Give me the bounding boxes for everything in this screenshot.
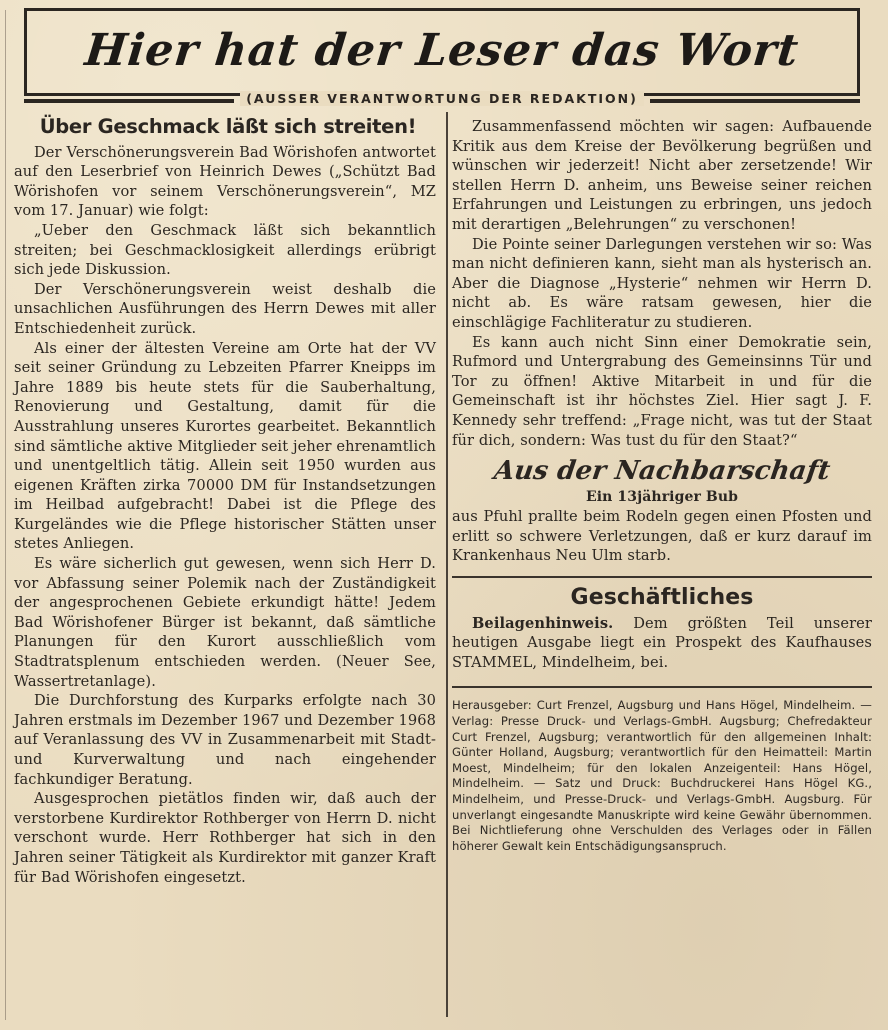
masthead-subtitle: (AUSSER VERANTWORTUNG DER REDAKTION) [240,91,644,106]
business-text: Dem größten Teil unserer heutigen Ausgabe liegt ein Prospekt des Kaufhauses STAMMEL, Mindelheim, bei. [452,614,872,671]
masthead-subtitle-bar [24,91,860,109]
business-paragraph [452,614,872,673]
column-divider [446,112,448,1017]
letter-headline: Über Geschmack läßt sich streiten! [39,115,417,138]
masthead-box [24,8,860,96]
letter-paragraph: Es wäre sicherlich gut gewesen, wenn sich Herr D. vor Abfassung seiner Polemik nach der Zuständigkeit der angesprochenen Gebiete erkundigt hätte! Jedem Bad Wörishofener Bürger ist bekannt, daß sämtliche Planungen für den Kurort ausschließlich vom Stadtratsplenum entschieden werden. (Neuer See, Wassertretanlage). [14,555,436,690]
letter-paragraph: Der Verschönerungsverein Bad Wörishofen antwortet auf den Leserbrief von Heinrich Dewes („Schützt Bad Wörishofen vor seinem Verschönerungsverein“, MZ vom 17. Januar) wie folgt: [14,143,436,220]
business-heading: Geschäftliches [570,585,754,611]
letter-paragraph: „Ueber den Geschmack läßt sich bekanntlich streiten; bei Geschmacklosigkeit allerdings erübrigt sich jede Diskussion. [14,221,436,279]
letter-paragraph: Der Verschönerungsverein weist deshalb die unsachlichen Ausführungen des Herrn Dewes mit aller Entschiedenheit zurück. [14,280,436,337]
letter-paragraph: Ausgesprochen pietätlos finden wir, daß auch der verstorbene Kurdirektor Rothberger von Herrn D. nicht verschont wurde. Herr Rothberger hat sich in den Jahren seiner Tätigkeit als Kurdirektor mit ganzer Kraft für Bad Wörishofen eingesetzt. [14,790,436,886]
letter-paragraph: Die Durchforstung des Kurparks erfolgte nach 30 Jahren erstmals im Dezember 1967 und Dezember 1968 auf Veranlassung des VV in Zusammenarbeit mit Stadt- und Kurverwaltung und nach eingehender fachkundiger Beratung. [14,692,436,788]
letter-paragraph: Als einer der ältesten Vereine am Orte hat der VV seit seiner Gründung zu Lebzeiten Pfarrer Kneipps im Jahre 1889 bis heute stets für die Sauberhaltung, Renovierung und Gestaltung, damit für die Ausstrahlung unseres Kurortes gearbeitet. Bekanntlich sind sämtliche aktive Mitglieder seit jeher ehrenamtlich und unentgeltlich tätig. Allein seit 1950 wurden aus eigenen Kräften zirka 70000 DM für Instandsetzungen im Heilbad aufgebracht! Dabei ist die Pflege des Kurgeländes wie die Pflege historischer Stätten unser stetes Anliegen. [14,339,436,553]
imprint-text: Herausgeber: Curt Frenzel, Augsburg und Hans Högel, Mindelheim. — Verlag: Presse Druck- und Verlags-GmbH. Augsburg; Chefredakteur Curt Frenzel, Augsburg; verantwortlich für den allgemeinen Inhalt: Günter Holland, Augsburg; verantwortlich für den Heimatteil: Martin Moest, Mindelheim; für den lokalen Anzeigenteil: Hans Högel, Mindelheim. — Satz und Druck: Buchdruckerei Hans Högel KG., Mindelheim, und Presse-Druck- und Verlags-GmbH. Augsburg. Für unverlangt eingesandte Manuskripte wird keine Gewähr übernommen. Bei Nichtlieferung ohne Verschulden des Verlages oder in Fällen höherer Gewalt kein Entschädigungsanspruch. [452,698,872,853]
letter-continuation-paragraph: Zusammenfassend möchten wir sagen: Aufbauende Kritik aus dem Kreise der Bevölkerung begrüßen und wünschen wir jederzeit! Nicht aber zersetzende! Wir stellen Herrn D. anheim, uns Beweise seiner reichen Erfahrungen und Leistungen zu erbringen, uns jedoch mit derartigen „Belehrungen“ zu verschonen! [452,118,872,233]
left-column [14,117,436,887]
letter-continuation-paragraph: Die Pointe seiner Darlegungen verstehen wir so: Was man nicht definieren kann, sieht man als hysterisch an. Aber die Diagnose „Hysterie“ nehmen wir Herrn D. nicht ab. Es wäre ratsam gewesen, hier die einschlägige Fachliteratur zu studieren. [452,235,872,331]
right-column [452,117,872,854]
neighborhood-heading: Aus der Nachbarschaft [492,456,833,487]
letter-continuation-paragraph: Es kann auch nicht Sinn einer Demokratie sein, Rufmord und Untergrabung des Gemeinsinns Tür und Tor zu öffnen! Aktive Mitarbeit in und für die Gemeinschaft ist ihr höchstes Ziel. Hier sagt J. F. Kennedy sehr treffend: „Frage nicht, was tut der Staat für dich, sondern: Was tust du für den Staat?“ [452,333,872,449]
neighborhood-text: aus Pfuhl prallte beim Rodeln gegen einen Pfosten und erlitt so schwere Verletzungen, daß er kurz darauf im Krankenhaus Neu Ulm starb. [452,508,872,565]
masthead-title: Hier hat der Leser das Wort [82,25,802,76]
section-rule [452,576,872,578]
page-edge-line [5,10,6,1020]
neighborhood-subheading: Ein 13jähriger Bub [585,488,739,505]
business-lead: Beilagenhinweis. [472,614,614,632]
imprint-rule [452,686,872,688]
